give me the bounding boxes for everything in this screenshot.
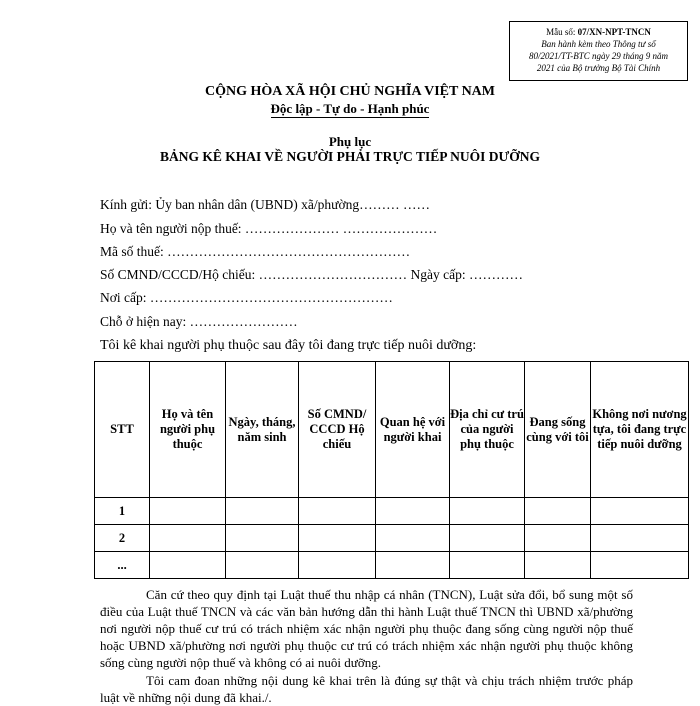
col-header: Địa chỉ cư trú của người phụ thuộc (450, 362, 525, 498)
recipient-line: Kính gửi: Ủy ban nhân dân (UBND) xã/phường……… …… (100, 197, 430, 212)
row-number: ... (95, 552, 150, 579)
table-row (95, 525, 689, 552)
motto-heading (0, 101, 700, 117)
declaration-intro: Tôi kê khai người phụ thuộc sau đây tôi đang trực tiếp nuôi dưỡng: (100, 338, 477, 353)
form-code-label: Mẫu số: (546, 27, 578, 37)
tax-code-field: Mã số thuế: ……………………………………………… (100, 244, 411, 259)
issue-place-field: Nơi cấp: ……………………………………………… (100, 290, 393, 305)
col-header: Số CMND/ CCCD Hộ chiếu (299, 362, 376, 498)
taxpayer-name-field: Họ và tên người nộp thuế: ………………… ………………… (100, 221, 438, 236)
document-title: BẢNG KÊ KHAI VỀ NGƯỜI PHẢI TRỰC TIẾP NUÔI DƯỠNG (160, 149, 540, 164)
col-header: Không nơi nương tựa, tôi đang trực tiếp nuôi dưỡng (591, 362, 689, 498)
form-code-box (509, 21, 688, 81)
form-issuance-line-3: 2021 của Bộ trưởng Bộ Tài Chính (536, 63, 661, 73)
dependents-table (94, 361, 689, 579)
current-address-field: Chỗ ở hiện nay: …………………… (100, 314, 298, 329)
legal-basis-paragraph: Căn cứ theo quy định tại Luật thuế thu nhập cá nhân (TNCN), Luật sửa đổi, bổ sung một số điều của Luật thuế TNCN và các văn bản hướng dẫn thi hành Luật thuế TNCN thì UBND xã/phường nơi người nộp thuế cư trú có trách nhiệm xác nhận người phụ thuộc đang sống cùng người nộp thuế hoặc UBND xã/phường nơi người phụ thuộc cư trú có trách nhiệm xác nhận người phụ thuộc không sống cùng người nộp thuế và không có ai nuôi dưỡng. (100, 587, 633, 670)
id-number-field: Số CMND/CCCD/Hộ chiếu: …………………………… Ngày cấp: ………… (100, 267, 523, 282)
col-header: Quan hệ với người khai (376, 362, 450, 498)
commitment-paragraph: Tôi cam đoan những nội dung kê khai trên là đúng sự thật và chịu trách nhiệm trước pháp luật về những nội dung đã khai./. (100, 673, 633, 705)
col-header: STT (95, 362, 150, 498)
row-number: 2 (95, 525, 150, 552)
form-code (510, 26, 687, 38)
form-issuance-line-1: Ban hành kèm theo Thông tư số (541, 39, 656, 49)
appendix-label: Phụ lục (328, 134, 372, 149)
table-row (95, 498, 689, 525)
col-header: Đang sống cùng với tôi (525, 362, 591, 498)
table-header-row (95, 362, 689, 498)
col-header: Ngày, tháng, năm sinh (226, 362, 299, 498)
col-header: Họ và tên người phụ thuộc (150, 362, 226, 498)
nation-heading: CỘNG HÒA XÃ HỘI CHỦ NGHĨA VIỆT NAM (204, 84, 495, 99)
table-row (95, 552, 689, 579)
form-issuance-line-2: 80/2021/TT-BTC ngày 29 tháng 9 năm (528, 51, 669, 61)
motto-text: Độc lập - Tự do - Hạnh phúc (270, 101, 430, 116)
form-code-value: 07/XN-NPT-TNCN (577, 27, 651, 37)
row-number: 1 (95, 498, 150, 525)
